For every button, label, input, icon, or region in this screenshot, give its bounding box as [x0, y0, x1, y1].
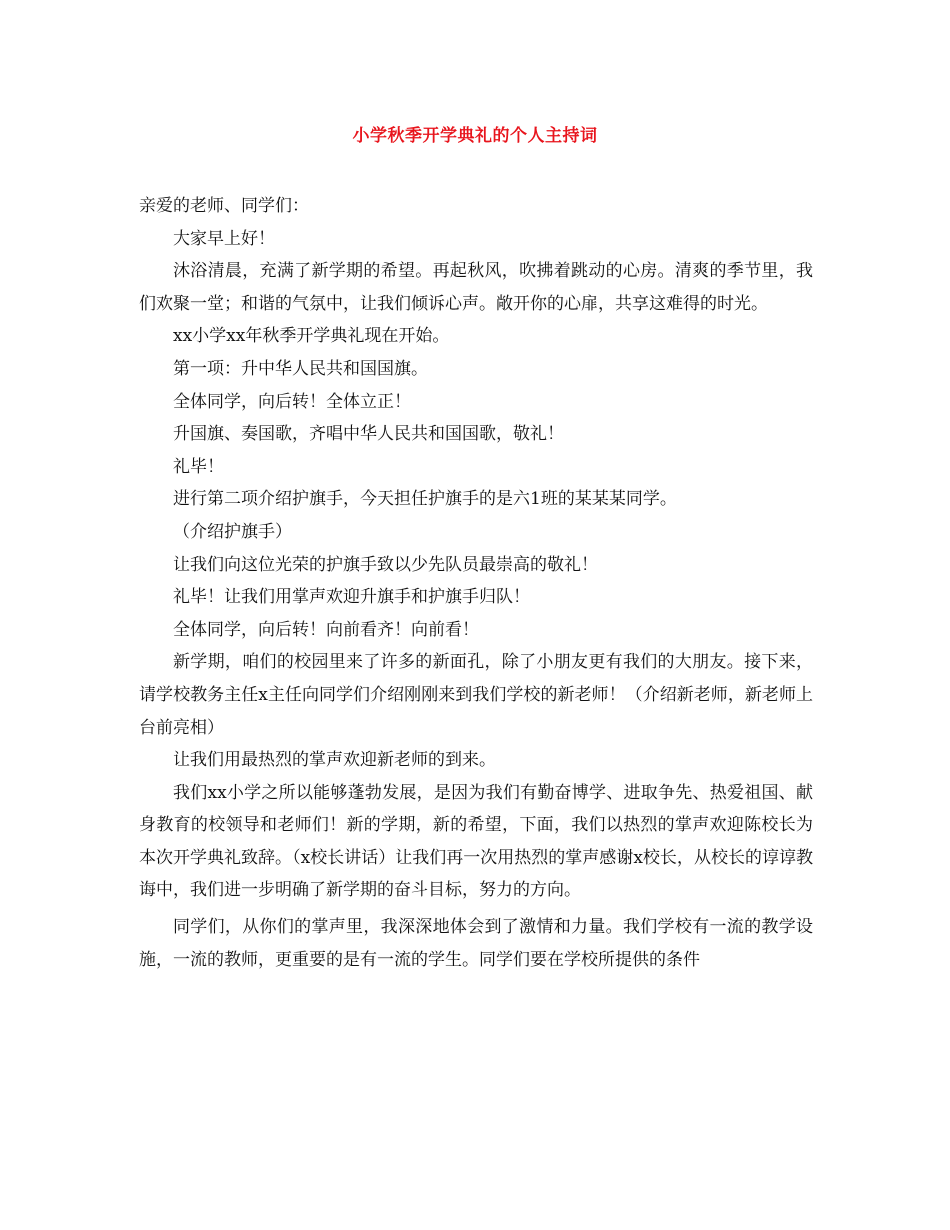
paragraph: 第一项：升中华人民共和国国旗。 — [173, 358, 428, 379]
paragraph: 我们xx小学之所以能够蓬勃发展，是因为我们有勤奋博学、进取争先、热爱祖国、献身教育的校领导和老师们！新的学期，新的希望，下面，我们以热烈的掌声欢迎陈校长为本次开学典礼致辞。（x校长讲话）让我们再一次用热烈的掌声感谢x校长，从校长的谆谆教诲中，我们进一步明确了新学期的奋斗目标，努力的方向。 — [139, 782, 813, 901]
document-title: 小学秋季开学典礼的个人主持词 — [352, 126, 598, 146]
document-body — [139, 190, 813, 976]
paragraph: 礼毕！ — [173, 456, 224, 477]
paragraph: xx小学xx年秋季开学典礼现在开始。 — [173, 326, 450, 347]
paragraph: 升国旗、奏国歌，齐唱中华人民共和国国歌，敬礼！ — [173, 424, 564, 445]
salutation: 亲爱的老师、同学们： — [139, 196, 309, 216]
paragraph: （介绍护旗手） — [173, 521, 292, 542]
paragraph: 大家早上好！ — [173, 228, 275, 249]
paragraph: 全体同学，向后转！全体立正！ — [173, 391, 411, 412]
paragraph: 礼毕！让我们用掌声欢迎升旗手和护旗手归队！ — [173, 587, 530, 608]
paragraph: 进行第二项介绍护旗手，今天担任护旗手的是六1班的某某某同学。 — [173, 489, 677, 510]
paragraph: 让我们用最热烈的掌声欢迎新老师的到来。 — [173, 750, 496, 771]
paragraph: 同学们，从你们的掌声里，我深深地体会到了激情和力量。我们学校有一流的教学设施，一流的教师，更重要的是有一流的学生。同学们要在学校所提供的条件 — [139, 917, 813, 970]
paragraph: 沐浴清晨，充满了新学期的希望。再起秋风，吹拂着跳动的心房。清爽的季节里，我们欢聚一堂；和谐的气氛中，让我们倾诉心声。敞开你的心扉，共享这难得的时光。 — [139, 261, 813, 314]
paragraph: 全体同学，向后转！向前看齐！向前看！ — [173, 619, 479, 640]
paragraph: 新学期，咱们的校园里来了许多的新面孔，除了小朋友更有我们的大朋友。接下来，请学校教务主任x主任向同学们介绍刚刚来到我们学校的新老师！（介绍新老师，新老师上台前亮相） — [139, 652, 813, 738]
paragraph: 让我们向这位光荣的护旗手致以少先队员最崇高的敬礼！ — [173, 554, 598, 575]
